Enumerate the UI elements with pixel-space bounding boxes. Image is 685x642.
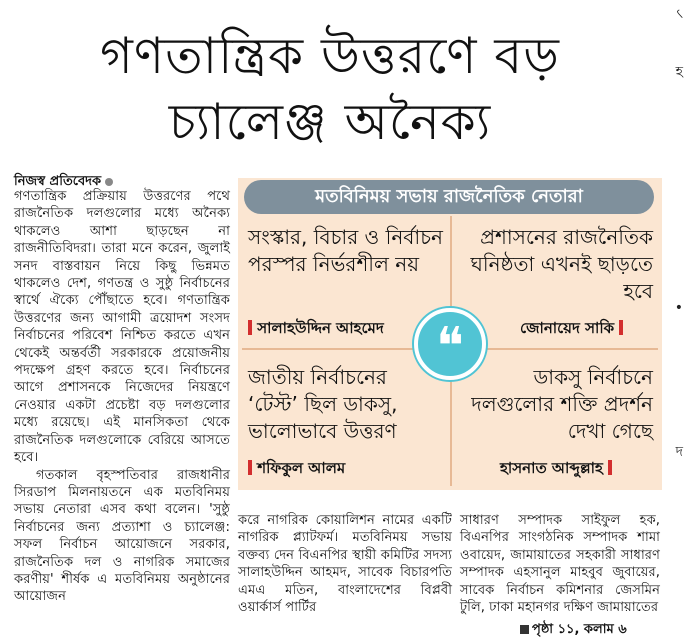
quote-1-name-text: সালাহউদ্দিন আহমেদ (257, 319, 384, 337)
red-bar-icon (248, 320, 252, 335)
quote-2-name (520, 318, 623, 338)
margin-fragment: দ (675, 444, 683, 460)
article-paragraph-2: গতকাল বৃহস্পতিবার রাজধানীর সিরডাপ মিলনায়তনে এক মতবিনিময় সভায় নেতারা এসব কথা বলেন। 'সুষ্ঠু নির্বাচনের জন্য প্রত্যাশা ও চ্যালেঞ্জ: সফল নির্বাচন আয়োজনে সরকার, রাজনৈতিক দল ও নাগরিক সমাজের করণীয়' শীর্ষক এ মতবিনিময় অনুষ্ঠানের আয়োজন (14, 467, 230, 605)
article-paragraph-1: গণতান্ত্রিক প্রক্রিয়ায় উত্তরণের পথে রাজনৈতিক দলগুলোর মধ্যে অনৈক্য থাকলেও আশা ছাড়ছেন না রাজনীতিবিদরা। তারা মনে করেন, জুলাই সনদ বাস্তবায়ন নিয়ে কিছু ভিন্নমত থাকলেও দেশ, গণতন্ত্র ও সুষ্ঠু নির্বাচনের স্বার্থে ঐক্যে পৌঁছাতে হবে। গণতান্ত্রিক উত্তরণের জন্য আগামী ত্রয়োদশ সংসদ নির্বাচনের পরিবেশ নিশ্চিত করতে এখন থেকেই অন্তর্বর্তী সরকারকে প্রয়োজনীয় পদক্ষেপ গ্রহণ করতে হবে। নির্বাচনের আগে প্রশাসনকে নিজেদের নিয়ন্ত্রণে নেওয়ার একটা প্রচেষ্টা বড় দলগুলোর মধ্যে রয়েছে। এই মানসিকতা থেকে রাজনৈতিক দলগুলোকে বেরিয়ে আসতে হবে। (14, 189, 230, 466)
red-bar-icon (248, 460, 252, 475)
quote-3-name-text: শফিকুল আলম (257, 459, 346, 477)
quote-4-name (500, 458, 612, 478)
margin-fragment: • (674, 300, 683, 316)
byline-dot-icon (105, 178, 113, 186)
headline-line-1: গণতান্ত্রিক উত্তরণে বড় (100, 27, 560, 85)
quote-2-name-text: জোনায়েদ সাকি (520, 319, 615, 337)
article-column-3: সাধারণ সম্পাদক সাইফুল হক, বিএনপির সাংগঠনিক সম্পাদক শামা ওবায়েদ, জামায়াতের সহকারী সাধারণ সম্পাদক এহসানুল মাহবুব জুবায়ের, সাবেক নির্বাচন কমিশনার জেসমিন টুলি, ঢাকা মহানগর দক্ষিণ জামায়াতের (460, 513, 660, 616)
quote-banner: মতবিনিময় সভায় রাজনৈতিক নেতারা (244, 180, 654, 214)
article-column-1 (14, 188, 230, 606)
headline-line-2: চ্যালেঞ্জ অনৈক্য (168, 93, 492, 151)
red-bar-icon (608, 460, 612, 475)
continuation-text: পৃষ্ঠা ১১, কলাম ৬ (532, 622, 627, 637)
continuation-note (520, 620, 627, 641)
square-bullet-icon (520, 625, 529, 634)
quote-1-text: সংস্কার, বিচার ও নির্বাচন পরস্পর নির্ভরশীল নয় (248, 225, 443, 276)
quote-4-text: ডাকসু নির্বাচনে দলগুলোর শক্তি প্রদর্শন দেখা গেছে (471, 365, 653, 443)
margin-fragment: ৻ (676, 6, 683, 22)
quote-mark-icon: ❝ (414, 308, 486, 380)
red-bar-icon (619, 320, 623, 335)
margin-fragment: হ (675, 64, 683, 80)
quote-1-name (248, 318, 384, 338)
byline-text: নিজস্ব প্রতিবেদক (14, 174, 102, 189)
article-column-2: করে নাগরিক কোয়ালিশন নামের একটি নাগরিক প্ল্যাটফর্ম। মতবিনিময় সভায় বক্তব্য দেন বিএনপির স্থায়ী কমিটির সদস্য সালাহউদ্দিন আহমদ, সাবেক বিচারপতি এমএ মতিন, বাংলাদেশের বিপ্লবী ওয়ার্কার্স পার্টির (238, 513, 452, 616)
quote-3-name (248, 458, 345, 478)
quote-3-text: জাতীয় নির্বাচনের ‘টেস্ট’ ছিল ডাকসু, ভালোভাবে উত্তরণ (248, 365, 398, 443)
quote-2-text: প্রশাসনের রাজনৈতিক ঘনিষ্ঠতা এখনই ছাড়তে হবে (470, 225, 653, 303)
quote-4-name-text: হাসনাত আব্দুল্লাহ (500, 459, 603, 477)
